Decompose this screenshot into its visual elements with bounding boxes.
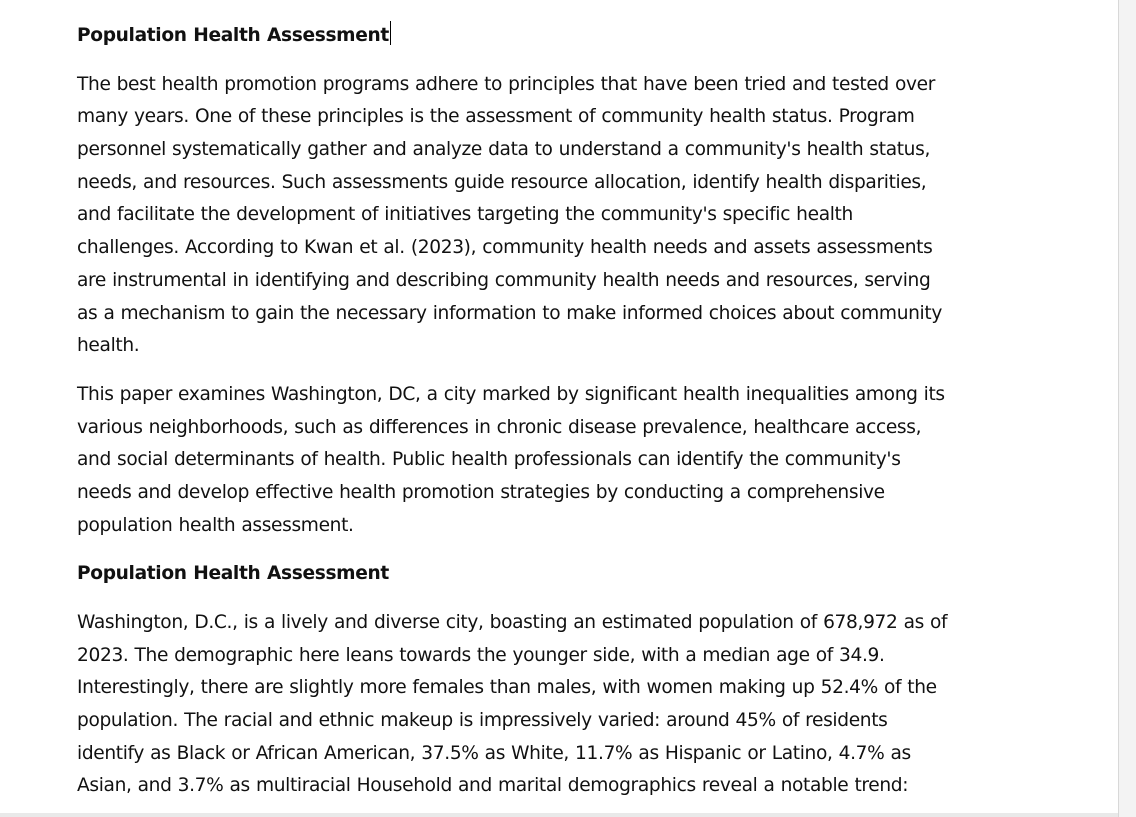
text-line[interactable]: identify as Black or African American, 37.5% as White, 11.7% as Hispanic or Latino, 4.7% as	[77, 742, 911, 764]
text-line[interactable]: population. The racial and ethnic makeup is impressively varied: around 45% of residents	[77, 710, 888, 732]
text-line[interactable]: needs and develop effective health promotion strategies by conducting a comprehensive	[77, 481, 885, 503]
horizontal-edge	[0, 813, 1118, 817]
text-line[interactable]: 2023. The demographic here leans towards the younger side, with a median age of 34.9.	[77, 644, 885, 666]
text-line[interactable]: This paper examines Washington, DC, a city marked by significant health inequalities among its	[77, 383, 945, 405]
text-line[interactable]: and facilitate the development of initiatives targeting the community's specific health	[77, 204, 853, 226]
text-line[interactable]: population health assessment.	[77, 514, 354, 536]
text-line[interactable]: various neighborhoods, such as differences in chronic disease prevalence, healthcare access,	[77, 416, 922, 438]
text-line[interactable]: The best health promotion programs adhere to principles that have been tried and tested over	[77, 73, 936, 95]
text-line[interactable]: many years. One of these principles is the assessment of community health status. Program	[77, 106, 915, 128]
paragraph-intro[interactable]	[77, 69, 977, 363]
vertical-scrollbar[interactable]	[1118, 0, 1136, 817]
text-line[interactable]: needs, and resources. Such assessments guide resource allocation, identify health disparities,	[77, 171, 927, 193]
paragraph-demographics[interactable]	[77, 607, 977, 803]
text-line[interactable]: as a mechanism to gain the necessary information to make informed choices about community	[77, 302, 942, 324]
document-body[interactable]	[77, 20, 977, 817]
text-line[interactable]: Washington, D.C., is a lively and diverse city, boasting an estimated population of 678,972 as of	[77, 612, 948, 633]
text-line[interactable]: Interestingly, there are slightly more females than males, with women making up 52.4% of the	[77, 677, 937, 699]
section-heading[interactable]: Population Health Assessment	[77, 563, 389, 585]
text-line[interactable]: Asian, and 3.7% as multiracial Household and marital demographics reveal a notable trend:	[77, 775, 909, 797]
text-caret	[390, 21, 391, 45]
text-line[interactable]: and social determinants of health. Public health professionals can identify the community's	[77, 449, 901, 471]
paragraph-scope[interactable]	[77, 379, 977, 542]
section-heading[interactable]	[77, 20, 977, 53]
text-line[interactable]: challenges. According to Kwan et al. (2023), community health needs and assets assessments	[77, 237, 933, 259]
text-line[interactable]: health.	[77, 335, 140, 357]
text-line[interactable]: are instrumental in identifying and describing community health needs and resources, serving	[77, 269, 931, 291]
text-line[interactable]: personnel systematically gather and analyze data to understand a community's health status,	[77, 139, 931, 161]
heading-text[interactable]: Population Health Assessment	[77, 25, 389, 46]
